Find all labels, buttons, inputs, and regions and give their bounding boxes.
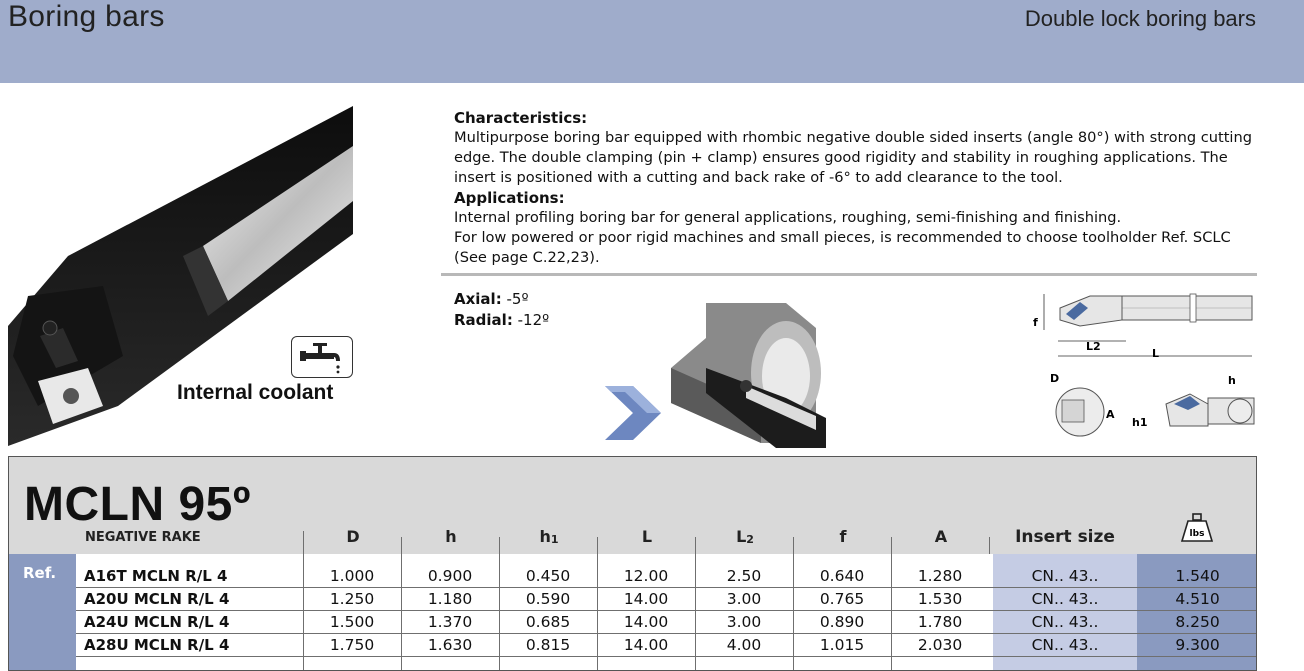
cell-h1: 0.815 [525, 636, 571, 654]
applications-line-2: For low powered or poor rigid machines and small pieces, is recommended to choose toolholder Ref. SCLC (See page C.22,23). [454, 229, 1231, 266]
cell-l: 12.00 [623, 567, 669, 585]
table-row [76, 634, 1257, 656]
model-name: MCLN 95º [24, 478, 251, 531]
bore-sleeve-image [666, 298, 826, 448]
cell-h: 1.630 [427, 636, 473, 654]
coolant-label: Internal coolant [177, 381, 334, 404]
characteristics-text: Multipurpose boring bar equipped with rhombic negative double sided inserts (angle 80°) with strong cutting edge. The double clamping (pin + clamp) ensures good rigidity and stability in roughing applications. The insert is positioned with a cutting and back rake of -6° to add clearance to the tool. [454, 129, 1253, 186]
cell-weight: 1.540 [1175, 567, 1220, 585]
cell-h1: 0.590 [525, 590, 571, 608]
cell-a: 1.530 [917, 590, 963, 608]
rake-label: NEGATIVE RAKE [85, 530, 201, 545]
cell-h1: 0.450 [525, 567, 571, 585]
radial-angle: Radial: -12º [454, 311, 550, 329]
diagram-label-d: D [1050, 372, 1060, 385]
cell-f: 1.015 [819, 636, 865, 654]
weight-icon [1180, 513, 1214, 543]
cell-h1: 0.685 [525, 613, 571, 631]
col-header-h1: $h_1$ [539, 527, 559, 546]
diagram-label-h1: h1 [1132, 416, 1148, 429]
applications-heading: Applications: [454, 189, 565, 207]
cell-f: 0.765 [819, 590, 865, 608]
cell-a: 2.030 [917, 636, 963, 654]
cell-l2: 4.00 [726, 636, 762, 654]
faucet-icon [292, 337, 352, 377]
diagram-label-a: A [1106, 408, 1115, 421]
col-header-a: A [934, 527, 948, 546]
cell-insert: CN.. 43.. [1031, 590, 1099, 608]
ref-column [9, 554, 76, 671]
dimension-diagram-side [1030, 286, 1262, 364]
col-header-d: D [346, 527, 360, 546]
cell-weight: 4.510 [1175, 590, 1220, 608]
page-subtitle: Double lock boring bars [1024, 6, 1256, 31]
cell-insert: CN.. 43.. [1031, 613, 1099, 631]
page-title: Boring bars [8, 0, 165, 33]
coolant-icon-box [291, 336, 353, 378]
cell-l: 14.00 [623, 590, 669, 608]
ref-cell: A28U MCLN R/L 4 [84, 636, 230, 654]
diagram-label-f: f [1033, 316, 1038, 329]
col-header-insert: Insert size [1015, 527, 1115, 547]
cell-a: 1.780 [917, 613, 963, 631]
description-block [454, 108, 1254, 268]
ref-label: Ref. [23, 564, 57, 582]
col-header-f: f [839, 527, 847, 546]
cell-insert: CN.. 43.. [1031, 636, 1099, 654]
ref-cell: A20U MCLN R/L 4 [84, 590, 230, 608]
section-divider [441, 273, 1257, 276]
cell-a: 1.280 [917, 567, 963, 585]
table-row [76, 611, 1257, 633]
diagram-label-h: h [1228, 374, 1236, 387]
col-header-l2: $L_2$ [736, 527, 754, 546]
header-band [0, 0, 1304, 83]
cell-f: 0.890 [819, 613, 865, 631]
cell-weight: 8.250 [1175, 613, 1220, 631]
table-body [9, 554, 1257, 671]
cell-d: 1.250 [329, 590, 375, 608]
double-arrow-icon [603, 378, 665, 448]
diagram-label-l2: L2 [1086, 340, 1101, 353]
col-header-l: L [641, 527, 653, 546]
dimension-diagram-front [1040, 368, 1262, 440]
cell-h: 1.180 [427, 590, 473, 608]
spec-table [8, 456, 1257, 671]
diagram-label-l: L [1152, 347, 1160, 360]
cell-d: 1.500 [329, 613, 375, 631]
cell-insert: CN.. 43.. [1031, 567, 1099, 585]
cell-d: 1.000 [329, 567, 375, 585]
cell-l2: 3.00 [726, 590, 762, 608]
ref-cell: A24U MCLN R/L 4 [84, 613, 230, 631]
applications-line-1: Internal profiling boring bar for general applications, roughing, semi-finishing and finishing. [454, 209, 1122, 226]
rake-angles [454, 289, 549, 331]
table-row [76, 565, 1257, 587]
cell-h: 1.370 [427, 613, 473, 631]
axial-angle: Axial: -5º [454, 290, 529, 308]
table-row [76, 588, 1257, 610]
ref-cell: A16T MCLN R/L 4 [84, 567, 228, 585]
cell-weight: 9.300 [1175, 636, 1220, 654]
cell-l2: 2.50 [726, 567, 762, 585]
cell-l: 14.00 [623, 636, 669, 654]
weight-unit: lbs [1189, 529, 1205, 539]
cell-f: 0.640 [819, 567, 865, 585]
cell-d: 1.750 [329, 636, 375, 654]
cell-l2: 3.00 [726, 613, 762, 631]
cell-h: 0.900 [427, 567, 473, 585]
characteristics-heading: Characteristics: [454, 109, 588, 127]
cell-l: 14.00 [623, 613, 669, 631]
col-header-h: h [445, 527, 457, 546]
